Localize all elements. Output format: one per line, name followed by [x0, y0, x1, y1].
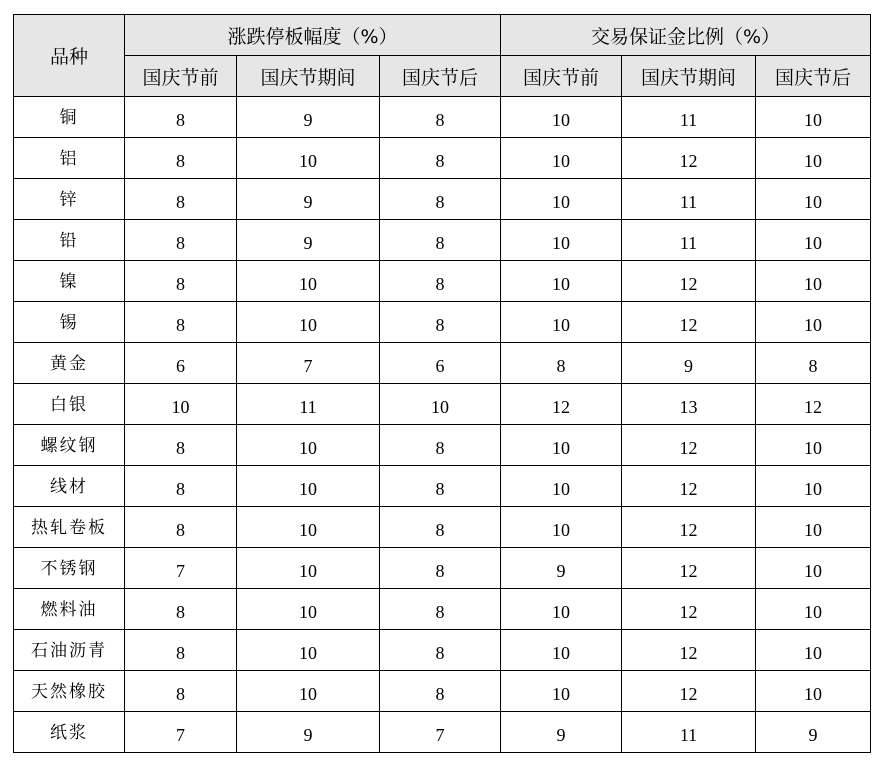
margin-during-cell: 11 — [622, 179, 756, 220]
margin-before-holiday-header: 国庆节前 — [501, 56, 622, 97]
limit-before-cell: 6 — [125, 343, 237, 384]
limit-after-cell: 8 — [380, 302, 501, 343]
table-row — [14, 302, 871, 343]
margin-before-cell: 10 — [501, 179, 622, 220]
limit-before-cell: 7 — [125, 712, 237, 753]
limit-before-cell: 8 — [125, 261, 237, 302]
limit-after-cell: 8 — [380, 425, 501, 466]
margin-before-cell: 10 — [501, 302, 622, 343]
margin-after-cell: 10 — [756, 302, 871, 343]
variety-cell: 螺纹钢 — [14, 425, 125, 466]
variety-cell: 铜 — [14, 97, 125, 138]
table-row — [14, 466, 871, 507]
limit-during-cell: 10 — [237, 589, 380, 630]
table-row — [14, 589, 871, 630]
margin-after-cell: 10 — [756, 507, 871, 548]
margin-after-holiday-header: 国庆节后 — [756, 56, 871, 97]
margin-before-cell: 10 — [501, 507, 622, 548]
variety-cell: 不锈钢 — [14, 548, 125, 589]
margin-during-cell: 12 — [622, 302, 756, 343]
limit-during-cell: 10 — [237, 507, 380, 548]
margin-before-cell: 10 — [501, 425, 622, 466]
limit-after-cell: 8 — [380, 507, 501, 548]
table-body — [14, 97, 871, 753]
margin-during-holiday-header: 国庆节期间 — [622, 56, 756, 97]
limit-before-cell: 8 — [125, 97, 237, 138]
table-row — [14, 138, 871, 179]
margin-during-cell: 12 — [622, 548, 756, 589]
margin-during-cell: 12 — [622, 138, 756, 179]
table-row — [14, 384, 871, 425]
limit-after-cell: 8 — [380, 97, 501, 138]
margin-before-cell: 10 — [501, 97, 622, 138]
limit-during-cell: 10 — [237, 138, 380, 179]
margin-before-cell: 10 — [501, 220, 622, 261]
limit-before-cell: 8 — [125, 425, 237, 466]
limit-after-cell: 8 — [380, 466, 501, 507]
margin-before-cell: 12 — [501, 384, 622, 425]
margin-before-cell: 10 — [501, 261, 622, 302]
table-row — [14, 261, 871, 302]
limit-during-cell: 10 — [237, 425, 380, 466]
variety-cell: 黄金 — [14, 343, 125, 384]
margin-after-cell: 10 — [756, 425, 871, 466]
margin-before-cell: 9 — [501, 548, 622, 589]
table-row — [14, 343, 871, 384]
margin-before-cell: 9 — [501, 712, 622, 753]
variety-cell: 锡 — [14, 302, 125, 343]
limit-before-cell: 8 — [125, 671, 237, 712]
limit-during-cell: 10 — [237, 302, 380, 343]
limit-after-cell: 8 — [380, 671, 501, 712]
margin-after-cell: 9 — [756, 712, 871, 753]
limit-during-cell: 9 — [237, 97, 380, 138]
limit-after-holiday-header: 国庆节后 — [380, 56, 501, 97]
limit-before-cell: 8 — [125, 220, 237, 261]
margin-during-cell: 12 — [622, 671, 756, 712]
margin-after-cell: 10 — [756, 466, 871, 507]
limit-after-cell: 8 — [380, 548, 501, 589]
limit-after-cell: 8 — [380, 179, 501, 220]
table-row — [14, 97, 871, 138]
margin-after-cell: 10 — [756, 671, 871, 712]
variety-cell: 白银 — [14, 384, 125, 425]
variety-cell: 铝 — [14, 138, 125, 179]
margin-ratio-group-header: 交易保证金比例（%） — [501, 15, 871, 56]
header-row-periods — [14, 56, 871, 97]
margin-during-cell: 12 — [622, 630, 756, 671]
margin-during-cell: 11 — [622, 712, 756, 753]
table-row — [14, 220, 871, 261]
limit-during-holiday-header: 国庆节期间 — [237, 56, 380, 97]
table-row — [14, 671, 871, 712]
margin-before-cell: 10 — [501, 589, 622, 630]
margin-before-cell: 10 — [501, 630, 622, 671]
limit-during-cell: 9 — [237, 712, 380, 753]
margin-before-cell: 8 — [501, 343, 622, 384]
limit-after-cell: 8 — [380, 261, 501, 302]
price-limit-group-header: 涨跌停板幅度（%） — [125, 15, 501, 56]
limit-before-cell: 8 — [125, 630, 237, 671]
limit-during-cell: 10 — [237, 466, 380, 507]
limit-during-cell: 11 — [237, 384, 380, 425]
margin-during-cell: 9 — [622, 343, 756, 384]
margin-before-cell: 10 — [501, 138, 622, 179]
variety-header: 品种 — [14, 15, 125, 97]
limit-after-cell: 8 — [380, 589, 501, 630]
margin-after-cell: 10 — [756, 179, 871, 220]
margin-during-cell: 12 — [622, 425, 756, 466]
table-row — [14, 179, 871, 220]
margin-after-cell: 10 — [756, 548, 871, 589]
margin-during-cell: 12 — [622, 466, 756, 507]
limit-after-cell: 6 — [380, 343, 501, 384]
margin-during-cell: 12 — [622, 507, 756, 548]
margin-during-cell: 12 — [622, 261, 756, 302]
limit-before-cell: 8 — [125, 507, 237, 548]
limit-before-cell: 8 — [125, 179, 237, 220]
table-row — [14, 712, 871, 753]
table-row — [14, 630, 871, 671]
variety-cell: 热轧卷板 — [14, 507, 125, 548]
limit-before-cell: 8 — [125, 589, 237, 630]
margin-after-cell: 10 — [756, 138, 871, 179]
margin-after-cell: 10 — [756, 97, 871, 138]
margin-after-cell: 12 — [756, 384, 871, 425]
limit-before-holiday-header: 国庆节前 — [125, 56, 237, 97]
limit-during-cell: 9 — [237, 179, 380, 220]
limit-after-cell: 10 — [380, 384, 501, 425]
margin-during-cell: 13 — [622, 384, 756, 425]
margin-during-cell: 11 — [622, 220, 756, 261]
variety-cell: 镍 — [14, 261, 125, 302]
variety-cell: 锌 — [14, 179, 125, 220]
table-row — [14, 548, 871, 589]
table-row — [14, 507, 871, 548]
table-header — [14, 15, 871, 97]
variety-cell: 线材 — [14, 466, 125, 507]
table-row — [14, 425, 871, 466]
margin-during-cell: 11 — [622, 97, 756, 138]
limit-during-cell: 9 — [237, 220, 380, 261]
header-row-groups — [14, 15, 871, 56]
limit-before-cell: 7 — [125, 548, 237, 589]
limit-after-cell: 7 — [380, 712, 501, 753]
limit-during-cell: 10 — [237, 671, 380, 712]
limit-during-cell: 7 — [237, 343, 380, 384]
limit-before-cell: 8 — [125, 302, 237, 343]
price-limit-margin-table — [13, 14, 871, 753]
margin-before-cell: 10 — [501, 671, 622, 712]
limit-before-cell: 10 — [125, 384, 237, 425]
margin-after-cell: 10 — [756, 220, 871, 261]
margin-during-cell: 12 — [622, 589, 756, 630]
margin-after-cell: 10 — [756, 261, 871, 302]
variety-cell: 燃料油 — [14, 589, 125, 630]
variety-cell: 天然橡胶 — [14, 671, 125, 712]
limit-before-cell: 8 — [125, 466, 237, 507]
limit-after-cell: 8 — [380, 220, 501, 261]
margin-after-cell: 10 — [756, 630, 871, 671]
limit-after-cell: 8 — [380, 630, 501, 671]
variety-cell: 纸浆 — [14, 712, 125, 753]
limit-after-cell: 8 — [380, 138, 501, 179]
variety-cell: 石油沥青 — [14, 630, 125, 671]
limit-during-cell: 10 — [237, 630, 380, 671]
margin-after-cell: 10 — [756, 589, 871, 630]
limit-before-cell: 8 — [125, 138, 237, 179]
variety-cell: 铅 — [14, 220, 125, 261]
margin-after-cell: 8 — [756, 343, 871, 384]
limit-during-cell: 10 — [237, 548, 380, 589]
margin-before-cell: 10 — [501, 466, 622, 507]
limit-during-cell: 10 — [237, 261, 380, 302]
